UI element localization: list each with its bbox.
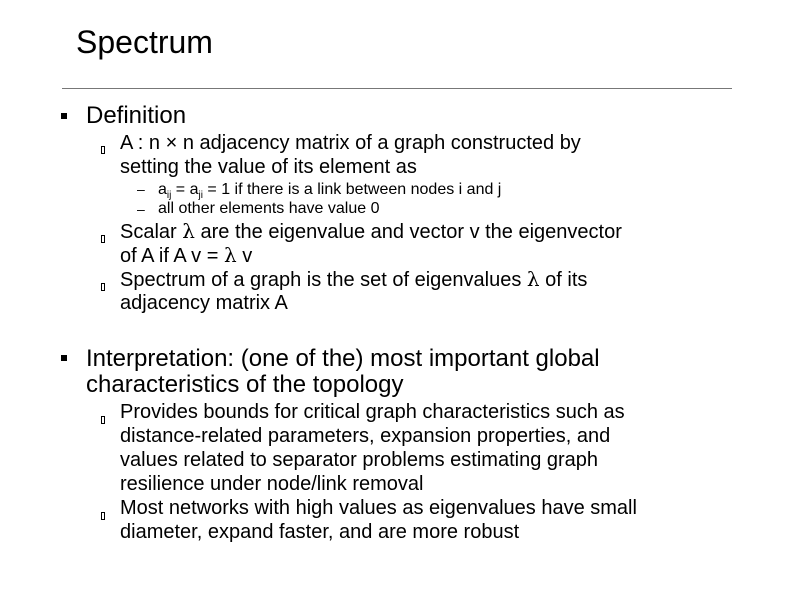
- definition-item-3-line-1: Spectrum of a graph is the set of eigenvalues λ of its: [120, 267, 588, 291]
- interpretation-item-1-line-2: distance-related parameters, expansion properties, and: [120, 425, 611, 447]
- definition-item-1-line-1: A : n × n adjacency matrix of a graph constructed by: [120, 132, 581, 154]
- definition-item-2-line-2: of A if A v = λ v: [120, 243, 253, 267]
- title-divider: [62, 88, 732, 89]
- bullet-interpretation-item-1: [101, 416, 105, 424]
- dash-bullet-sub-2: –: [137, 201, 145, 217]
- interpretation-heading-line-1: Interpretation: (one of the) most important global: [86, 345, 600, 372]
- definition-item-3-line-2: adjacency matrix A: [120, 292, 288, 314]
- definition-heading: Definition: [86, 102, 187, 129]
- interpretation-item-1-line-1: Provides bounds for critical graph characteristics such as: [120, 401, 625, 423]
- interpretation-item-2-line-1: Most networks with high values as eigenvalues have small: [120, 497, 637, 519]
- bullet-definition-item-2: [101, 235, 105, 243]
- definition-sub-1: $a_{ij} = a_{ji} = 1$ if there is a link between nodes i and j: [158, 181, 502, 202]
- interpretation-item-1-line-4: resilience under node/link removal: [120, 473, 424, 495]
- bullet-definition-item-3: [101, 283, 105, 291]
- interpretation-item-2-line-2: diameter, expand faster, and are more robust: [120, 521, 520, 543]
- interpretation-item-1-line-3: values related to separator problems estimating graph: [120, 449, 599, 471]
- interpretation-heading-line-2: characteristics of the topology: [86, 371, 404, 398]
- definition-item-2-line-1: Scalar λ are the eigenvalue and vector v the eigenvector: [120, 219, 622, 243]
- definition-sub-2: all other elements have value 0: [158, 200, 380, 217]
- dash-bullet-sub-1: –: [137, 181, 145, 197]
- bullet-interpretation-item-2: [101, 512, 105, 520]
- bullet-interpretation: [61, 355, 67, 361]
- slide-title: Spectrum: [76, 24, 213, 60]
- definition-item-1-line-2: setting the value of its element as: [120, 156, 417, 178]
- bullet-definition-item-1: [101, 146, 105, 154]
- bullet-definition: [61, 113, 67, 119]
